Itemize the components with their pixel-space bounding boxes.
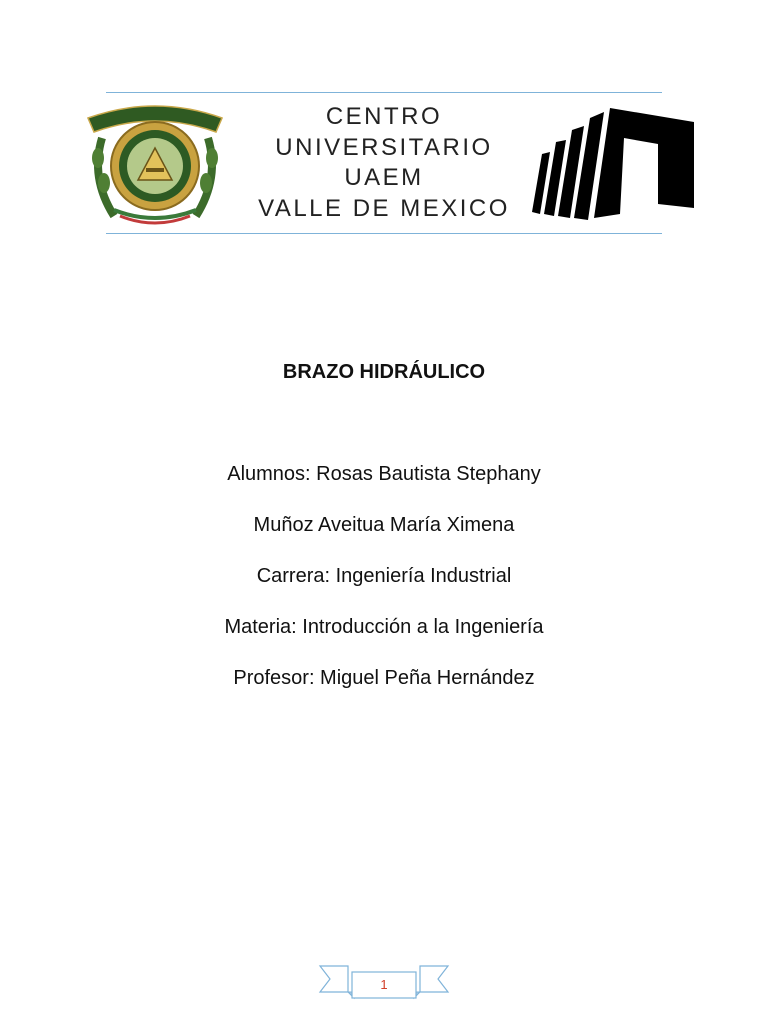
document-info <box>0 460 768 715</box>
institution-name <box>234 102 534 224</box>
institution-line: VALLE DE MEXICO <box>258 194 510 222</box>
student2-line: Muñoz Aveitua María Ximena <box>253 514 515 536</box>
page-number: 1 <box>380 977 388 992</box>
career-line: Carrera: Ingeniería Industrial <box>256 565 512 587</box>
institution-line: UNIVERSITARIO <box>275 133 493 161</box>
document-title: BRAZO HIDRÁULICO <box>282 361 486 383</box>
institution-line: UAEM <box>344 164 424 191</box>
header-bottom-rule <box>106 233 662 234</box>
building-logo <box>528 104 694 222</box>
professor-line: Profesor: Miguel Peña Hernández <box>233 667 535 689</box>
institution-line: CENTRO <box>325 103 443 130</box>
uaem-seal-logo <box>84 98 226 228</box>
header-top-rule <box>106 92 662 93</box>
students-line: Alumnos: Rosas Bautista Stephany <box>227 463 541 485</box>
page-number-ribbon <box>318 962 450 1002</box>
subject-line: Materia: Introducción a la Ingeniería <box>224 616 544 638</box>
